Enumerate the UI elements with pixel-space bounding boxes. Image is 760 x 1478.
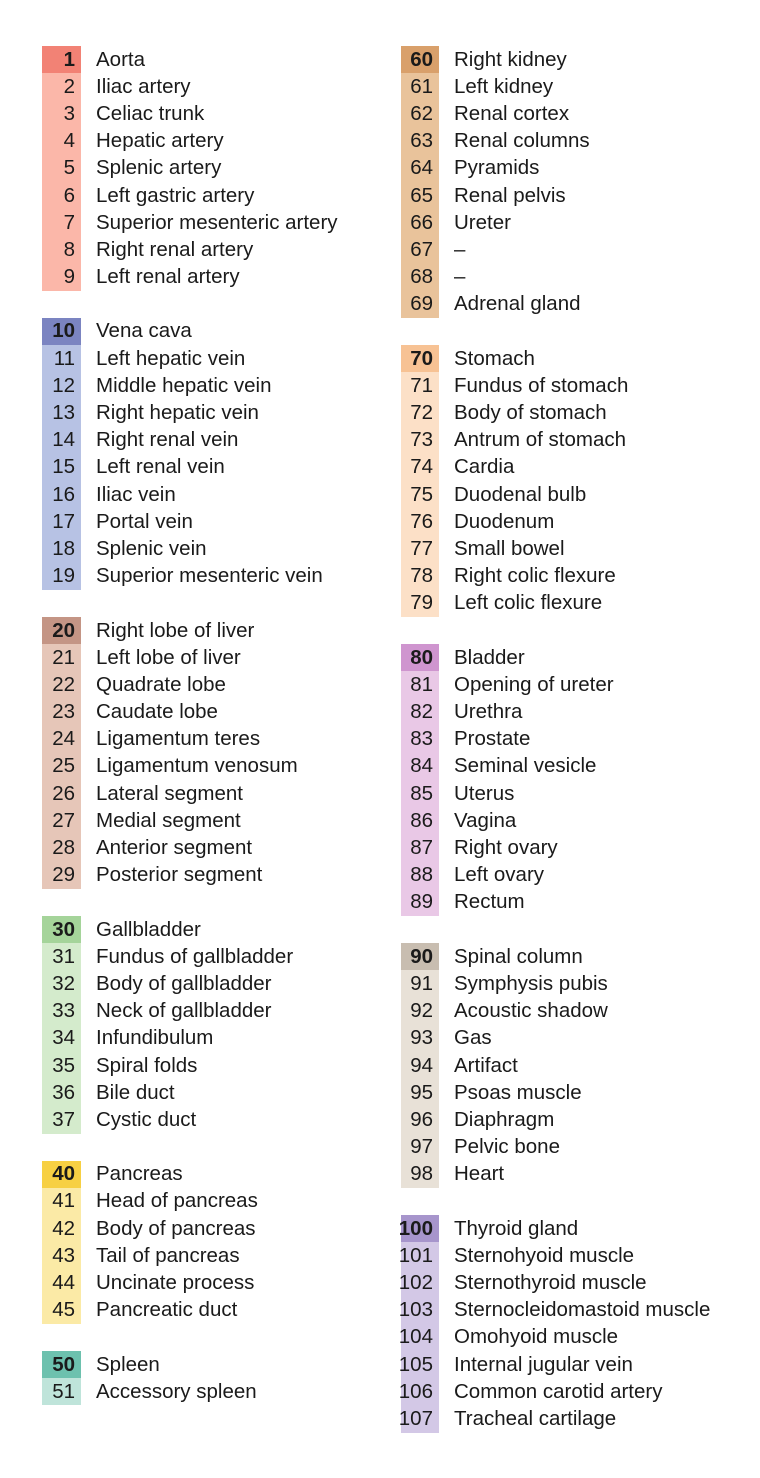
legend-label: Stomach (454, 346, 535, 370)
legend-row (401, 264, 756, 291)
legend-number: 67 (401, 236, 439, 263)
legend-label: Heart (454, 1162, 505, 1186)
legend-label: Right lobe of liver (96, 618, 255, 642)
legend-number: 91 (401, 970, 439, 997)
legend-row (401, 862, 756, 889)
legend-label: Renal pelvis (454, 183, 566, 207)
legend-label: Aorta (96, 47, 145, 71)
legend-row (42, 1188, 372, 1215)
legend-row (401, 970, 756, 997)
legend-label: Rectum (454, 890, 525, 914)
legend-number: 71 (401, 372, 439, 399)
legend-label: Spinal column (454, 944, 583, 968)
legend-row (42, 100, 372, 127)
group-spacer (42, 1324, 372, 1351)
legend-row (42, 1215, 372, 1242)
legend-row (401, 427, 756, 454)
legend-row (401, 889, 756, 916)
legend-row (401, 46, 756, 73)
legend-label: Duodenum (454, 509, 555, 533)
legend-number: 14 (42, 427, 81, 454)
legend-row (401, 644, 756, 671)
legend-label: Fundus of gallbladder (96, 944, 294, 968)
legend-row (42, 1242, 372, 1269)
legend-row (401, 753, 756, 780)
legend-number: 29 (42, 862, 81, 889)
legend-number: 103 (401, 1297, 439, 1324)
legend-number: 18 (42, 535, 81, 562)
legend-row (42, 318, 372, 345)
legend-number: 32 (42, 970, 81, 997)
legend-row (401, 372, 756, 399)
legend-number: 16 (42, 481, 81, 508)
legend-label: Duodenal bulb (454, 482, 587, 506)
legend-label: Bladder (454, 645, 525, 669)
legend-number: 26 (42, 780, 81, 807)
legend-label: Left renal artery (96, 265, 240, 289)
legend-label: Celiac trunk (96, 101, 205, 125)
legend-label: Opening of ureter (454, 672, 614, 696)
legend-label: Middle hepatic vein (96, 373, 272, 397)
legend-group (42, 916, 372, 1134)
legend-row (42, 671, 372, 698)
legend-label: Seminal vesicle (454, 754, 597, 778)
legend-number: 22 (42, 671, 81, 698)
legend-row (42, 481, 372, 508)
legend-row (401, 563, 756, 590)
legend-row (42, 970, 372, 997)
legend-label: Small bowel (454, 536, 565, 560)
legend-number: 89 (401, 889, 439, 916)
legend-row (401, 291, 756, 318)
legend-row (401, 834, 756, 861)
legend-number: 33 (42, 998, 81, 1025)
legend-label: Uterus (454, 781, 515, 805)
legend-label: Left colic flexure (454, 591, 603, 615)
legend-number: 41 (42, 1188, 81, 1215)
legend-label: Right renal artery (96, 237, 254, 261)
legend-row (42, 1297, 372, 1324)
legend-group (401, 644, 756, 916)
legend-row (401, 454, 756, 481)
legend-row (42, 345, 372, 372)
legend-number: 102 (401, 1269, 439, 1296)
legend-number: 36 (42, 1079, 81, 1106)
legend-label: Neck of gallbladder (96, 999, 272, 1023)
legend-row (42, 46, 372, 73)
legend-label: Renal columns (454, 129, 590, 153)
legend-label: Sternothyroid muscle (454, 1271, 647, 1295)
legend-row (401, 100, 756, 127)
legend-label: Posterior segment (96, 863, 263, 887)
legend-number: 45 (42, 1297, 81, 1324)
legend-label: Right ovary (454, 836, 558, 860)
legend-label: Common carotid artery (454, 1379, 663, 1403)
legend-label: Acoustic shadow (454, 999, 608, 1023)
legend-number: 60 (401, 46, 439, 73)
legend-row (42, 508, 372, 535)
legend-label: Infundibulum (96, 1026, 214, 1050)
legend-row (401, 399, 756, 426)
legend-label: Superior mesenteric vein (96, 564, 323, 588)
legend-row (401, 726, 756, 753)
legend-row (398, 1215, 756, 1242)
legend-number: 43 (42, 1242, 81, 1269)
legend-row (401, 508, 756, 535)
legend-number: 73 (401, 427, 439, 454)
legend-group (42, 1351, 372, 1405)
legend-label: Portal vein (96, 509, 193, 533)
legend-row (42, 1106, 372, 1133)
legend-row (398, 1405, 756, 1432)
group-spacer (401, 617, 756, 644)
legend-number: 11 (42, 345, 81, 372)
legend-label: Right hepatic vein (96, 401, 259, 425)
legend-label: Diaphragm (454, 1107, 555, 1131)
legend-row (42, 862, 372, 889)
legend-number: 8 (42, 236, 81, 263)
legend-number: 85 (401, 780, 439, 807)
legend-number: 97 (401, 1134, 439, 1161)
legend-label: Right kidney (454, 47, 567, 71)
legend-row (42, 236, 372, 263)
legend-row (42, 182, 372, 209)
legend-row (42, 73, 372, 100)
legend-number: 75 (401, 481, 439, 508)
legend-row (42, 943, 372, 970)
legend-row (398, 1269, 756, 1296)
legend-number: 37 (42, 1106, 81, 1133)
legend-number: 31 (42, 943, 81, 970)
legend-number: 19 (42, 563, 81, 590)
legend-row (401, 998, 756, 1025)
legend-row (401, 671, 756, 698)
legend-label: Antrum of stomach (454, 428, 627, 452)
legend-label: Right colic flexure (454, 564, 616, 588)
legend-row (401, 128, 756, 155)
legend-number: 17 (42, 508, 81, 535)
group-spacer (42, 1134, 372, 1161)
legend-row (42, 753, 372, 780)
legend-label: Vagina (454, 808, 517, 832)
legend-row (398, 1324, 756, 1351)
legend-number: 27 (42, 807, 81, 834)
legend-label: Caudate lobe (96, 700, 218, 724)
legend-number: 4 (42, 128, 81, 155)
legend-number: 96 (401, 1106, 439, 1133)
legend-row (398, 1351, 756, 1378)
legend-row (42, 1351, 372, 1378)
legend-label: Left gastric artery (96, 183, 255, 207)
legend-label: Spiral folds (96, 1053, 198, 1077)
legend-row (42, 1079, 372, 1106)
legend-label: Artifact (454, 1053, 518, 1077)
legend-number: 35 (42, 1052, 81, 1079)
legend-label: Tracheal cartilage (454, 1406, 617, 1430)
legend-row (401, 943, 756, 970)
legend-row (401, 590, 756, 617)
legend-number: 63 (401, 128, 439, 155)
legend-row (401, 236, 756, 263)
legend-label: Adrenal gland (454, 292, 581, 316)
legend-group (42, 617, 372, 889)
legend-number: 83 (401, 726, 439, 753)
legend-label: Gas (454, 1026, 492, 1050)
legend-row (398, 1242, 756, 1269)
legend-row (42, 726, 372, 753)
legend-label: Urethra (454, 700, 523, 724)
legend-number: 94 (401, 1052, 439, 1079)
legend-label: Left lobe of liver (96, 645, 241, 669)
legend-label: Left hepatic vein (96, 346, 246, 370)
legend-row (401, 209, 756, 236)
legend-group (398, 1215, 756, 1433)
legend-label: Body of stomach (454, 401, 607, 425)
legend-number: 90 (401, 943, 439, 970)
legend-number: 70 (401, 345, 439, 372)
legend-row (401, 780, 756, 807)
legend-number: 106 (401, 1378, 439, 1405)
legend-number: 66 (401, 209, 439, 236)
legend-label: Iliac artery (96, 74, 191, 98)
legend-number: 87 (401, 834, 439, 861)
legend-label: Anterior segment (96, 836, 253, 860)
legend-row (398, 1378, 756, 1405)
legend-label: Splenic vein (96, 536, 207, 560)
legend-label: Iliac vein (96, 482, 176, 506)
legend-label: Psoas muscle (454, 1080, 582, 1104)
legend-number: 51 (42, 1378, 81, 1405)
legend-row (42, 155, 372, 182)
legend-row (42, 834, 372, 861)
legend-number: 21 (42, 644, 81, 671)
legend-row (42, 617, 372, 644)
legend-row (42, 644, 372, 671)
legend-label: Symphysis pubis (454, 971, 608, 995)
legend-row (401, 1052, 756, 1079)
legend-label: Ligamentum venosum (96, 754, 298, 778)
legend-number: 40 (42, 1161, 81, 1188)
legend-number: 23 (42, 699, 81, 726)
legend-label: Spleen (96, 1352, 160, 1376)
legend-row (401, 1106, 756, 1133)
legend-row (398, 1297, 756, 1324)
legend-number: 88 (401, 862, 439, 889)
legend-number: 3 (42, 100, 81, 127)
group-spacer (42, 889, 372, 916)
legend-row (42, 209, 372, 236)
legend-number: 13 (42, 399, 81, 426)
legend-number: 15 (42, 454, 81, 481)
group-spacer (401, 318, 756, 345)
group-spacer (42, 291, 372, 318)
legend-label: Fundus of stomach (454, 373, 629, 397)
legend-row (42, 372, 372, 399)
legend-label: Quadrate lobe (96, 672, 226, 696)
legend-number: 2 (42, 73, 81, 100)
legend-number: 79 (401, 590, 439, 617)
legend-label: – (454, 265, 466, 289)
legend-number: 1 (42, 46, 81, 73)
legend-number: 20 (42, 617, 81, 644)
legend-label: Pyramids (454, 156, 540, 180)
legend-number: 42 (42, 1215, 81, 1242)
legend-label: Cystic duct (96, 1107, 197, 1131)
legend-number: 81 (401, 671, 439, 698)
legend-label: Splenic artery (96, 156, 222, 180)
legend-row (42, 1269, 372, 1296)
legend-row (401, 535, 756, 562)
legend-label: Ligamentum teres (96, 727, 261, 751)
legend-number: 84 (401, 753, 439, 780)
legend-number: 10 (42, 318, 81, 345)
legend-row (401, 481, 756, 508)
legend-label: Vena cava (96, 319, 192, 343)
legend-number: 92 (401, 998, 439, 1025)
legend-label: Gallbladder (96, 917, 201, 941)
legend-number: 64 (401, 155, 439, 182)
legend-number: 80 (401, 644, 439, 671)
legend-label: Ureter (454, 210, 511, 234)
legend-group (401, 46, 756, 318)
legend-number: 24 (42, 726, 81, 753)
legend-number: 9 (42, 264, 81, 291)
legend-number: 105 (401, 1351, 439, 1378)
legend-number: 82 (401, 699, 439, 726)
legend-number: 86 (401, 807, 439, 834)
legend-number: 72 (401, 399, 439, 426)
legend-group (42, 46, 372, 291)
legend-number: 28 (42, 834, 81, 861)
legend-row (401, 807, 756, 834)
legend-label: – (454, 237, 466, 261)
legend-row (42, 1025, 372, 1052)
legend-label: Accessory spleen (96, 1379, 257, 1403)
group-spacer (401, 916, 756, 943)
legend-row (401, 1134, 756, 1161)
legend-number: 93 (401, 1025, 439, 1052)
legend-row (401, 182, 756, 209)
legend-row (42, 780, 372, 807)
legend-row (42, 454, 372, 481)
legend-row (42, 427, 372, 454)
legend-number: 101 (401, 1242, 439, 1269)
legend-row (42, 916, 372, 943)
legend-label: Uncinate process (96, 1271, 255, 1295)
legend-label: Medial segment (96, 808, 241, 832)
legend-row (42, 1378, 372, 1405)
legend-number: 74 (401, 454, 439, 481)
legend-row (42, 807, 372, 834)
legend-row (401, 1079, 756, 1106)
legend-number: 25 (42, 753, 81, 780)
legend-label: Left ovary (454, 863, 545, 887)
legend-number: 50 (42, 1351, 81, 1378)
legend-row (42, 535, 372, 562)
legend-number: 44 (42, 1269, 81, 1296)
legend-row (42, 264, 372, 291)
legend-number: 12 (42, 372, 81, 399)
group-spacer (401, 1188, 756, 1215)
legend-label: Omohyoid muscle (454, 1325, 619, 1349)
legend-number: 30 (42, 916, 81, 943)
legend-number: 68 (401, 264, 439, 291)
legend-label: Pancreas (96, 1162, 183, 1186)
legend-label: Bile duct (96, 1080, 175, 1104)
legend-label: Tail of pancreas (96, 1243, 240, 1267)
legend-number: 69 (401, 291, 439, 318)
group-spacer (42, 590, 372, 617)
legend-number: 62 (401, 100, 439, 127)
legend-number: 76 (401, 508, 439, 535)
legend-label: Thyroid gland (454, 1216, 579, 1240)
legend-row (401, 699, 756, 726)
legend-group (42, 1161, 372, 1324)
legend-label: Lateral segment (96, 781, 244, 805)
legend-row (401, 1025, 756, 1052)
legend-label: Prostate (454, 727, 531, 751)
legend-label: Pelvic bone (454, 1135, 560, 1159)
legend-number: 7 (42, 209, 81, 236)
legend-column-right (398, 46, 756, 1433)
legend-row (42, 998, 372, 1025)
legend-label: Internal jugular vein (454, 1352, 633, 1376)
legend-label: Sternocleidomastoid muscle (454, 1298, 711, 1322)
legend-row (401, 155, 756, 182)
legend-number: 34 (42, 1025, 81, 1052)
legend-number: 6 (42, 182, 81, 209)
legend-label: Right renal vein (96, 428, 239, 452)
legend-group (401, 345, 756, 617)
legend-number: 98 (401, 1161, 439, 1188)
legend-row (42, 563, 372, 590)
legend-row (401, 73, 756, 100)
legend-row (42, 1161, 372, 1188)
legend-label: Hepatic artery (96, 129, 224, 153)
legend-number: 95 (401, 1079, 439, 1106)
legend-row (401, 345, 756, 372)
legend-row (42, 399, 372, 426)
legend-label: Body of pancreas (96, 1216, 256, 1240)
legend-group (42, 318, 372, 590)
legend-number: 100 (401, 1215, 439, 1242)
legend-label: Head of pancreas (96, 1189, 258, 1213)
legend-number: 5 (42, 155, 81, 182)
legend-row (401, 1161, 756, 1188)
legend-column-left (42, 46, 372, 1405)
legend-label: Superior mesenteric artery (96, 210, 338, 234)
legend-number: 77 (401, 535, 439, 562)
legend-label: Pancreatic duct (96, 1298, 238, 1322)
legend-row (42, 1052, 372, 1079)
legend-label: Sternohyoid muscle (454, 1243, 635, 1267)
legend-label: Cardia (454, 455, 515, 479)
legend-label: Left kidney (454, 74, 554, 98)
legend-number: 107 (401, 1405, 439, 1432)
legend-number: 65 (401, 182, 439, 209)
legend-number: 78 (401, 563, 439, 590)
legend-label: Body of gallbladder (96, 971, 272, 995)
legend-row (42, 699, 372, 726)
legend-label: Left renal vein (96, 455, 225, 479)
legend-row (42, 128, 372, 155)
legend-label: Renal cortex (454, 101, 570, 125)
legend-number: 61 (401, 73, 439, 100)
legend-number: 104 (401, 1324, 439, 1351)
legend-group (401, 943, 756, 1188)
